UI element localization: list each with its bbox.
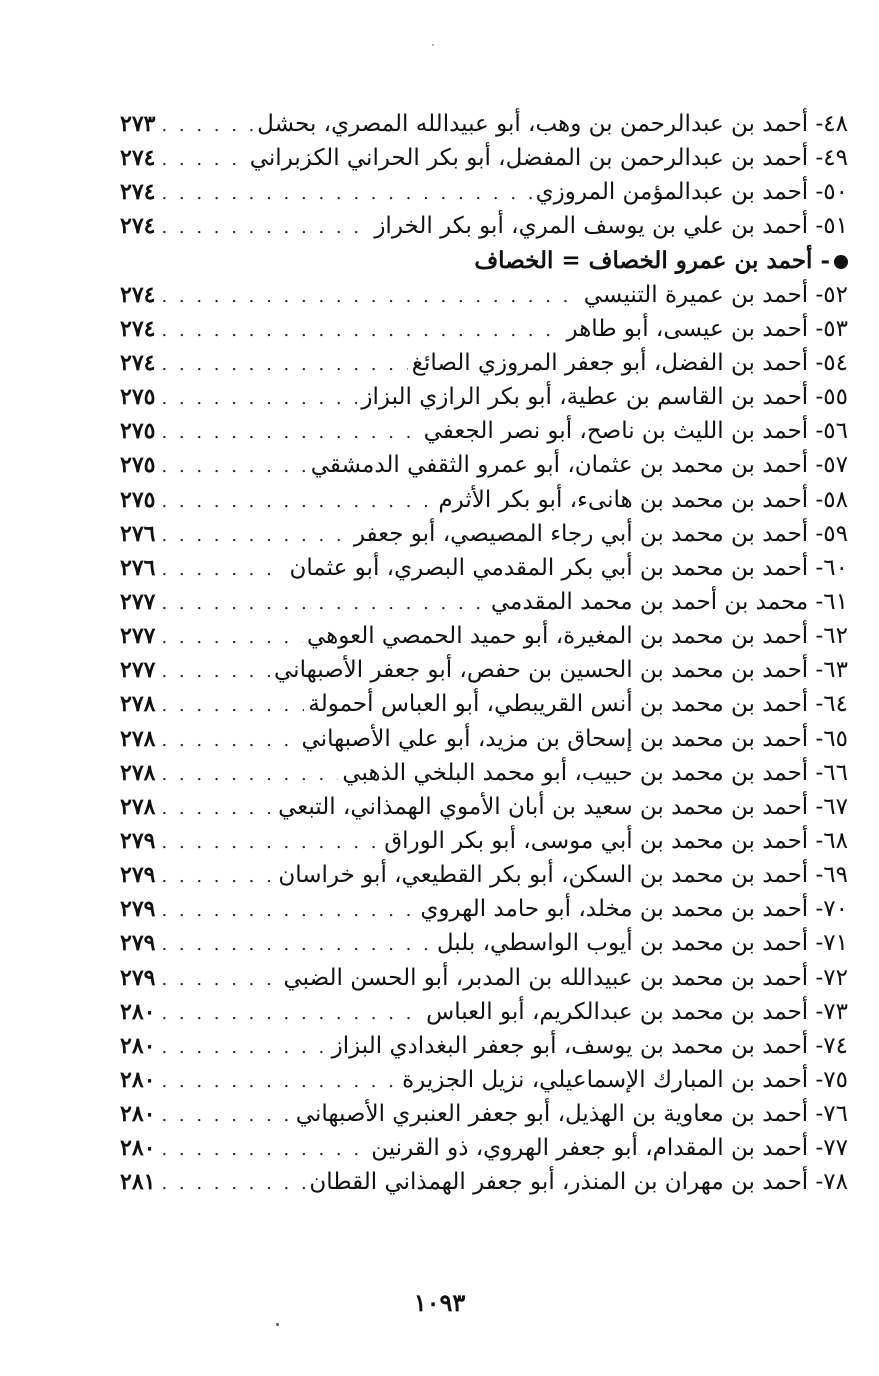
dot-leader: [161, 485, 434, 517]
entry-title-group: [434, 483, 848, 517]
entry-title-group: [370, 209, 848, 243]
table-of-contents: [120, 107, 848, 1200]
dot-leader: [161, 553, 285, 585]
entry-title-group: [562, 312, 848, 346]
toc-entry: [120, 687, 848, 721]
entry-title: ٦٤- أحمد بن محمد بن أنس القريبطي، أبو العباس أحمولة: [308, 691, 848, 718]
entry-title: ٧٤- أحمد بن محمد بن يوسف، أبو جعفر البغدادي البزاز: [331, 1032, 848, 1059]
toc-entry: [120, 653, 848, 687]
toc-entry: [120, 1097, 848, 1131]
entry-title-group: [279, 961, 848, 995]
entry-title-group: [274, 858, 848, 892]
entry-title-group: [420, 414, 848, 448]
entry-title: ٧٥- أحمد بن المبارك الإسماعيلي، نزيل الجزيرة: [402, 1066, 848, 1093]
dot-leader: [161, 211, 370, 243]
entry-title-group: [328, 1029, 848, 1063]
dot-leader: [161, 416, 419, 448]
entry-page-number: ٢٧٤: [120, 315, 156, 342]
entry-title: ٧٨- أحمد بن مهران بن المنذر، أبو جعفر الهمذاني القطان: [309, 1169, 848, 1196]
dot-leader: [161, 1099, 291, 1131]
entry-page-number: ٢٧٧: [120, 588, 156, 615]
entry-title: ٥٥- أحمد بن القاسم بن عطية، أبو بكر الرازي البزاز: [361, 384, 848, 411]
entry-page-number: ٢٧٩: [120, 930, 156, 957]
entry-title: ٥٦- أحمد بن الليث بن ناصح، أبو نصر الجعفي: [423, 418, 848, 445]
dot-leader: [161, 963, 279, 995]
dot-leader: [161, 655, 270, 687]
entry-title-group: [487, 585, 848, 619]
entry-title: ٦٣- أحمد بن محمد بن الحسين بن حفص، أبو جعفر الأصبهاني: [274, 657, 848, 684]
entry-title-group: [416, 892, 848, 926]
entry-title-group: [398, 1063, 848, 1097]
dot-leader: [161, 1065, 398, 1097]
entry-page-number: ٢٨٠: [120, 1066, 156, 1093]
entry-title-group: [304, 687, 848, 721]
entry-title-group: [292, 1097, 848, 1131]
toc-entry: [120, 551, 848, 585]
toc-entry: [120, 892, 848, 926]
entry-title: ٦٦- أحمد بن محمد بن حبيب، أبو محمد البلخي الذهبي: [342, 759, 848, 786]
toc-entry: [120, 619, 848, 653]
toc-entry: [120, 1063, 848, 1097]
dot-leader: [161, 314, 562, 346]
dot-leader: [161, 177, 531, 209]
entry-page-number: ٢٧٣: [120, 111, 156, 137]
entry-title: ٧٠- أحمد بن محمد بن مخلد، أبو حامد الهروي: [420, 896, 848, 923]
bullet-icon: [834, 255, 848, 269]
dot-leader: [161, 450, 306, 482]
toc-entry: [120, 278, 848, 312]
entry-title: ٥٤- أحمد بن الفضل، أبو جعفر المروزي الصائغ: [411, 349, 848, 376]
dot-leader: [161, 143, 245, 175]
entry-title-group: [338, 756, 848, 790]
toc-entry: [120, 858, 848, 892]
dot-leader: [161, 109, 253, 141]
entry-page-number: ٢٧٤: [120, 213, 156, 240]
entry-page-number: ٢٨٠: [120, 1032, 156, 1059]
entry-title: ٦٨- أحمد بن محمد بن أبي موسى، أبو بكر الوراق: [384, 827, 848, 854]
toc-entry: [120, 926, 848, 960]
entry-title-group: [246, 141, 848, 175]
dot-leader: [161, 860, 274, 892]
dot-leader: [161, 997, 422, 1029]
toc-entry: [120, 756, 848, 790]
entry-title: ٥٧- أحمد بن محمد بن عثمان، أبو عمرو الثقفي الدمشقي: [310, 452, 848, 479]
toc-entry: [120, 141, 848, 175]
entry-title-group: [367, 1131, 848, 1165]
entry-title-group: [298, 722, 848, 756]
entry-title: ٧٧- أحمد بن المقدام، أبو جعفر الهروي، ذو القرنين: [371, 1135, 848, 1162]
entry-title: ٧١- أحمد بن محمد بن أيوب الواسطي، بلبل: [436, 930, 848, 957]
entry-title-group: [305, 1165, 848, 1199]
entry-page-number: ٢٧٩: [120, 964, 156, 991]
toc-entry: [120, 961, 848, 995]
entry-page-number: ٢٧٤: [120, 179, 156, 206]
entry-title-group: [470, 244, 848, 278]
entry-title: ٧٣- أحمد بن محمد بن عبدالكريم، أبو العباس: [426, 998, 848, 1025]
entry-title: ٧٦- أحمد بن معاوية بن الهذيل، أبو جعفر العنبري الأصبهاني: [295, 1101, 848, 1128]
toc-entry: [120, 448, 848, 482]
entry-title-group: [380, 824, 848, 858]
entry-title: ٦٥- أحمد بن محمد بن إسحاق بن مزيد، أبو علي الأصبهاني: [301, 725, 848, 752]
entry-page-number: ٢٧٧: [120, 657, 156, 684]
entry-title-group: [422, 995, 848, 1029]
entry-title: ٥٠- أحمد بن عبدالمؤمن المروزي: [535, 179, 848, 206]
entry-page-number: ٢٧٨: [120, 725, 156, 752]
toc-entry: [120, 107, 848, 141]
dot-leader: [161, 724, 297, 756]
entry-title-group: [433, 926, 848, 960]
entry-title-group: [408, 346, 848, 380]
entry-page-number: ٢٧٩: [120, 827, 156, 854]
dot-leader: [161, 519, 349, 551]
entry-page-number: ٢٧٤: [120, 145, 156, 172]
entry-page-number: ٢٧٥: [120, 452, 156, 479]
entry-page-number: ٢٧٥: [120, 418, 156, 445]
toc-entry: [120, 312, 848, 346]
entry-page-number: ٢٧٤: [120, 349, 156, 376]
toc-entry: [120, 1165, 848, 1199]
entry-title-group: [357, 380, 848, 414]
dot-leader: [161, 587, 486, 619]
entry-title: ٦٢- أحمد بن محمد بن المغيرة، أبو حميد الحمصي العوهي: [306, 623, 848, 650]
dot-leader: [161, 758, 338, 790]
dot-leader: [161, 382, 357, 414]
entry-page-number: ٢٧٦: [120, 520, 156, 547]
entry-page-number: ٢٧٧: [120, 623, 156, 650]
entry-page-number: ٢٧٤: [120, 281, 156, 308]
toc-entry: [120, 790, 848, 824]
dot-leader: [161, 280, 579, 312]
entry-title: ٥٨- أحمد بن محمد بن هانىء، أبو بكر الأثرم: [438, 486, 848, 513]
dot-leader: [161, 621, 302, 653]
entry-title-group: [307, 448, 848, 482]
entry-page-number: ٢٨٠: [120, 998, 156, 1025]
entry-title: ٦١- محمد بن أحمد بن محمد المقدمي: [490, 588, 848, 615]
dot-leader: [161, 689, 304, 721]
entry-page-number: ٢٨٠: [120, 1135, 156, 1162]
entry-title: ٥٣- أحمد بن عيسى، أبو طاهر: [566, 315, 848, 342]
dot-leader: [161, 928, 432, 960]
dot-leader: [161, 894, 416, 926]
entry-title-group: [285, 551, 848, 585]
entry-title: ٥٩- أحمد بن محمد بن أبي رجاء المصيصي، أبو جعفر: [353, 520, 848, 547]
dot-leader: [161, 348, 407, 380]
toc-entry: [120, 380, 848, 414]
print-speck: [432, 44, 434, 46]
toc-entry: [120, 209, 848, 243]
entry-page-number: ٢٧٥: [120, 384, 156, 411]
toc-entry: [120, 1131, 848, 1165]
toc-entry: [120, 517, 848, 551]
page-number: ١٠٩٣: [413, 1288, 466, 1317]
entry-title-group: [580, 278, 848, 312]
toc-entry: [120, 414, 848, 448]
entry-title-group: [253, 107, 848, 141]
entry-title: ٥٢- أحمد بن عميرة التنيسي: [583, 281, 848, 308]
toc-entry: [120, 346, 848, 380]
entry-title-group: [274, 790, 848, 824]
entry-page-number: ٢٧٩: [120, 862, 156, 889]
toc-entry: [120, 824, 848, 858]
print-speck: [276, 1323, 279, 1326]
entry-title: ٤٨- أحمد بن عبدالرحمن بن وهب، أبو عبيدالله المصري، بحشل: [257, 111, 848, 137]
toc-entry: [120, 585, 848, 619]
entry-title: ٦٧- أحمد بن محمد بن سعيد بن أبان الأموي الهمذاني، التبعي: [278, 793, 848, 820]
toc-entry: [120, 722, 848, 756]
dot-leader: [161, 826, 380, 858]
dot-leader: [161, 1133, 367, 1165]
entry-page-number: ٢٧٨: [120, 793, 156, 820]
entry-title: ٥١- أحمد بن علي بن يوسف المري، أبو بكر الخراز: [374, 213, 848, 240]
entry-title-group: [303, 619, 848, 653]
dot-leader: [161, 792, 274, 824]
toc-entry: [120, 483, 848, 517]
entry-title-group: [532, 175, 848, 209]
entry-page-number: ٢٧٨: [120, 759, 156, 786]
entry-page-number: ٢٧٦: [120, 554, 156, 581]
entry-title: ٧٢- أحمد بن محمد بن عبيدالله بن المدبر، أبو الحسن الضبي: [283, 964, 848, 991]
entry-title-group: [350, 517, 848, 551]
entry-page-number: ٢٨٠: [120, 1101, 156, 1128]
entry-title: ٤٩- أحمد بن عبدالرحمن بن المفضل، أبو بكر الحراني الكزبراني: [249, 145, 848, 172]
entry-page-number: ٢٧٨: [120, 691, 156, 718]
entry-title: ٦٩- أحمد بن محمد بن السكن، أبو بكر القطيعي، أبو خراسان: [278, 862, 848, 889]
entry-page-number: ٢٨١: [120, 1169, 156, 1196]
entry-title-group: [270, 653, 848, 687]
entry-title: - أحمد بن عمرو الخصاف = الخصاف: [474, 246, 830, 274]
cross-reference-row: [120, 244, 848, 278]
toc-entry: [120, 995, 848, 1029]
toc-entry: [120, 1029, 848, 1063]
dot-leader: [161, 1167, 305, 1199]
entry-page-number: ٢٧٩: [120, 896, 156, 923]
entry-title: ٦٠- أحمد بن محمد بن أبي بكر المقدمي البصري، أبو عثمان: [289, 554, 848, 581]
entry-page-number: ٢٧٥: [120, 486, 156, 513]
toc-entry: [120, 175, 848, 209]
dot-leader: [161, 1031, 327, 1063]
